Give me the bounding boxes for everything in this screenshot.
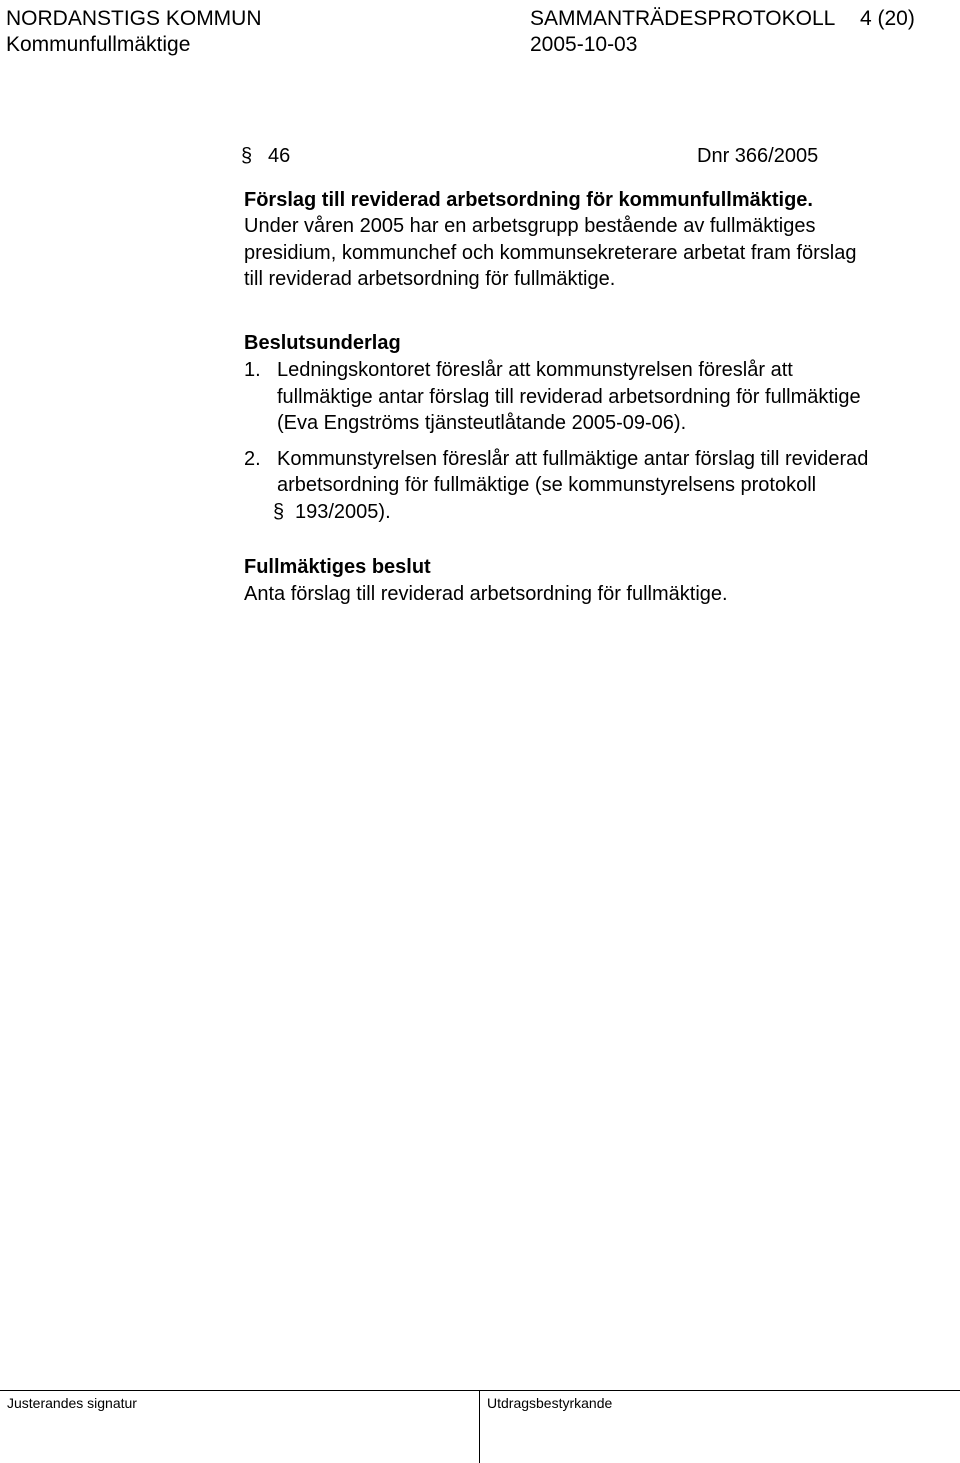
decision-heading: Fullmäktiges beslut: [244, 556, 431, 578]
basis-item-line: arbetsordning för fullmäktige (se kommunstyrelsens protokoll: [277, 474, 817, 496]
footer-signature-label: Justerandes signatur: [7, 1395, 137, 1411]
intro-line: till reviderad arbetsordning för fullmäktige.: [244, 268, 616, 290]
basis-item-line: Ledningskontoret föreslår att kommunstyrelsen föreslår att: [277, 359, 793, 381]
section-symbol: §: [241, 145, 253, 167]
diary-number: Dnr 366/2005: [697, 145, 819, 167]
intro-line: Under våren 2005 har en arbetsgrupp bestående av fullmäktiges: [244, 215, 816, 237]
intro-line: presidium, kommunchef och kommunsekreterare arbetat fram förslag: [244, 242, 857, 264]
protocol-ref-text: 193/2005).: [295, 501, 391, 523]
item-title: Förslag till reviderad arbetsordning för kommunfullmäktige.: [244, 189, 813, 211]
basis-heading: Beslutsunderlag: [244, 332, 401, 354]
header-doc-type: SAMMANTRÄDESPROTOKOLL: [530, 7, 836, 30]
basis-item-number: 1.: [244, 359, 261, 381]
decision-text: Anta förslag till reviderad arbetsordning för fullmäktige.: [244, 583, 728, 605]
header-page-number: 4 (20): [860, 7, 915, 30]
header-org: NORDANSTIGS KOMMUN: [6, 7, 262, 30]
header-date: 2005-10-03: [530, 33, 638, 56]
footer-certified-label: Utdragsbestyrkande: [487, 1395, 613, 1411]
section-number: 46: [268, 145, 291, 167]
protocol-ref-symbol: §: [273, 501, 285, 523]
basis-item-number: 2.: [244, 448, 261, 470]
basis-item-line: Kommunstyrelsen föreslår att fullmäktige antar förslag till reviderad: [277, 448, 869, 470]
basis-item-line: (Eva Engströms tjänsteutlåtande 2005-09-06).: [277, 412, 687, 434]
header-body: Kommunfullmäktige: [6, 33, 191, 56]
footer-rule: [0, 1390, 960, 1391]
footer-divider: [479, 1390, 480, 1463]
basis-item-line: fullmäktige antar förslag till reviderad arbetsordning för fullmäktige: [277, 386, 861, 408]
